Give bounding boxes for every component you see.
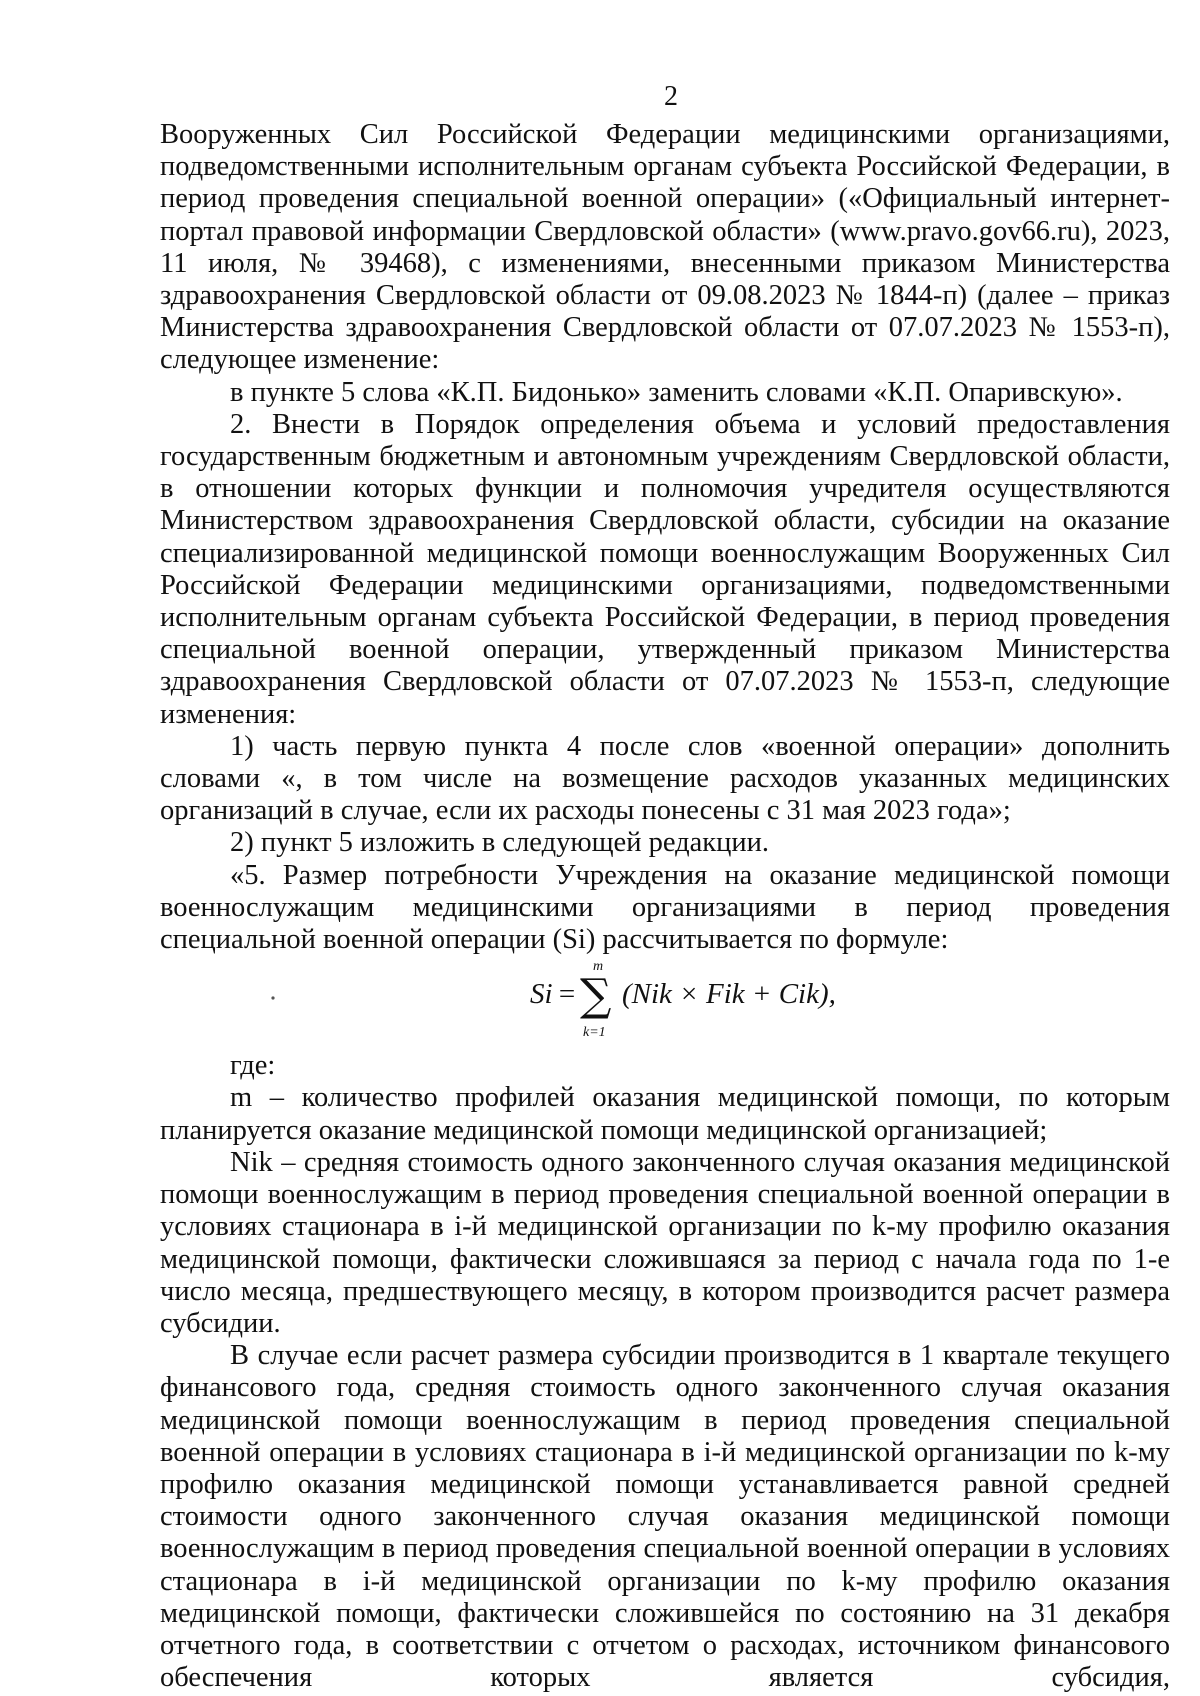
formula-sum-lower: k=1 <box>583 1025 606 1041</box>
paragraph-item-2: 2. Внести в Порядок определения объема и условий предоставления государственным бюджетным и автономным учреждениям Свердловской области, в отношении которых функции и полномочия учредителя осуществляются Министерством здравоохранения Свердловской области, субсидии на оказание специализированной медицинской помощи военнослужащим Вооруженных Сил Российской Федерации медицинскими организациями, подведомственными исполнительным органам субъекта Российской Федерации, в период проведения специальной военной операции, утвержденный приказом Министерства здравоохранения Свердловской области от 07.07.2023 № 1553-п, следующие изменения: <box>160 408 1170 730</box>
formula-sigma: ∑ <box>580 970 612 1022</box>
formula-equals: = <box>557 978 577 1011</box>
paragraph-continuation: Вооруженных Сил Российской Федерации медицинскими организациями, подведомственными исполнительным органам субъекта Российской Федерации, в период проведения специальной военной операции» («Официальный интернет-портал правовой информации Свердловской области» (www.pravo.gov66.ru), 2023, 11 июля, № 39468), с изменениями, внесенными приказом Министерства здравоохранения Свердловской области от 09.08.2023 № 1844-п) (далее – приказ Министерства здравоохранения Свердловской области от 07.07.2023 № 1553-п), следующее изменение: <box>160 119 1170 376</box>
paragraph-point-5: «5. Размер потребности Учреждения на оказание медицинской помощи военнослужащим медицинскими организациями в период проведения специальной военной операции (Si) рассчитывается по формуле: <box>160 859 1170 956</box>
formula-sum-upper: m <box>593 959 604 975</box>
document-body <box>160 119 1170 1694</box>
paragraph-replace-names: в пункте 5 слова «К.П. Бидонько» заменить словами «К.П. Опаривскую». <box>230 376 1123 408</box>
paragraph-def-nik: Nik – средняя стоимость одного законченного случая оказания медицинской помощи военнослужащим в период проведения специальной военной операции в условиях стационара в i-й медицинской организации по k-му профилю оказания медицинской помощи, фактически сложившаяся за период с начала года по 1-е число месяца, предшествующего месяцу, в котором производится расчет размера субсидии. <box>160 1146 1170 1339</box>
page-number: 2 <box>664 81 678 112</box>
paragraph-def-m: m – количество профилей оказания медицинской помощи, по которым планируется оказание медицинской помощи медицинской организацией; <box>160 1082 1170 1146</box>
paragraph-subitem-2: 2) пункт 5 изложить в следующей редакции. <box>230 827 769 859</box>
formula-body: (Nik × Fik + Cik), <box>622 978 836 1011</box>
formula-graphic <box>160 956 1170 1050</box>
paragraph-subitem-1: 1) часть первую пункта 4 после слов «военной операции» дополнить словами «, в том числе на возмещение расходов указанных медицинских организаций в случае, если их расходы понесены с 31 мая 2023 года»; <box>160 730 1170 827</box>
formula-lhs: Si <box>530 978 553 1011</box>
paragraph-where: где: <box>230 1050 276 1082</box>
stray-mark <box>271 997 274 1000</box>
paragraph-first-quarter: В случае если расчет размера субсидии производится в 1 квартале текущего финансового года, средняя стоимость одного законченного случая оказания медицинской помощи военнослужащим в период проведения специальной военной операции в условиях стационара в i-й медицинской организации по k-му профилю оказания медицинской помощи устанавливается равной средней стоимости одного законченного случая оказания медицинской помощи военнослужащим в период проведения специальной военной операции в условиях стационара в i-й медицинской организации по k-му профилю оказания медицинской помощи, фактически сложившейся по состоянию на 31 декабря отчетного года, в соответствии с отчетом о расходах, источником финансового обеспечения которых является субсидия, <box>160 1340 1170 1694</box>
formula-si <box>160 956 1170 1050</box>
